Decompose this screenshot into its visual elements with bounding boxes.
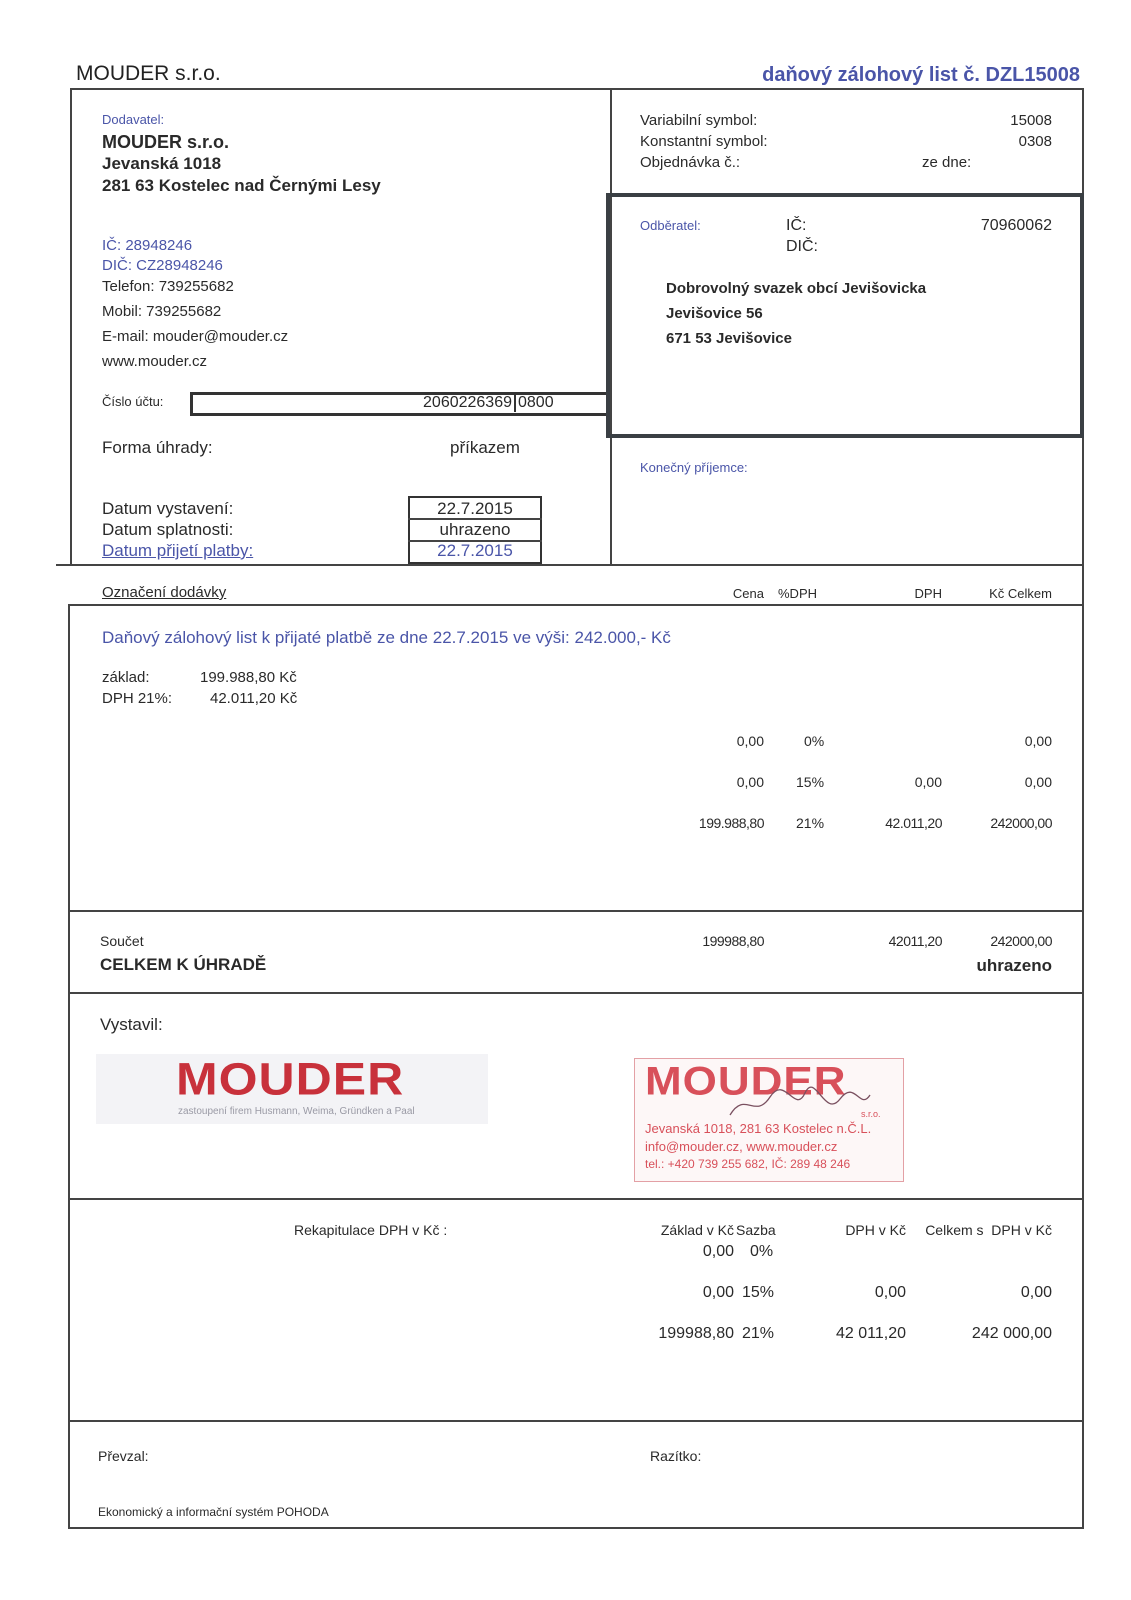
supplier-city: 281 63 Kostelec nad Černými Lesy	[102, 176, 381, 195]
recap-rate: 15%	[742, 1284, 775, 1301]
rate-pct: 15%	[796, 774, 825, 790]
order-label: Objednávka č.:	[640, 154, 741, 171]
totals-bottom-line	[68, 992, 1084, 994]
customer-street: Jevišovice 56	[666, 305, 763, 322]
sum-price: 199988,80	[702, 933, 764, 949]
recap-col-base: Základ v Kč	[660, 1222, 734, 1238]
stamp-line-address: Jevanská 1018, 281 63 Kostelec n.Č.L.	[645, 1121, 872, 1136]
col-vat: DPH	[914, 586, 942, 601]
company-logo	[96, 1054, 488, 1124]
rate-price: 0,00	[736, 774, 764, 790]
account-label: Číslo účtu:	[102, 394, 164, 409]
section-divider	[56, 564, 1084, 566]
items-bottom-line	[68, 910, 1084, 912]
recap-base: 0,00	[702, 1243, 734, 1260]
col-price: Cena	[732, 586, 764, 601]
logo-subtitle: zastoupení firem Husmann, Weima, Gründken a Paal	[178, 1106, 415, 1117]
due-date-value: uhrazeno	[439, 520, 511, 539]
customer-ic-value: 70960062	[980, 217, 1052, 234]
rate-total: 242000,00	[990, 815, 1052, 831]
document-title: daňový zálohový list č. DZL15008	[762, 64, 1080, 86]
const-symbol-value: 0308	[1018, 133, 1052, 150]
payment-method-value: příkazem	[450, 438, 520, 457]
issuer-bottom-line	[68, 1198, 1084, 1200]
customer-label: Odběratel:	[640, 218, 701, 233]
col-designation: Označení dodávky	[102, 584, 227, 601]
supplier-label: Dodavatel:	[102, 112, 165, 127]
var-symbol-value: 15008	[1010, 112, 1052, 129]
recap-base: 199988,80	[658, 1325, 734, 1342]
issuer-label: Vystavil:	[100, 1015, 163, 1034]
vat-label: DPH 21%:	[102, 690, 173, 707]
vat-value: 42.011,20 Kč	[210, 690, 298, 707]
stamp-wordmark: MOUDER	[645, 1059, 847, 1104]
payment-method-label: Forma úhrady:	[102, 438, 213, 457]
sum-total: 242000,00	[990, 933, 1052, 949]
body-right	[1082, 564, 1084, 1529]
payment-received-label: Datum přijetí platby:	[102, 541, 254, 560]
col-total: Kč Celkem	[989, 586, 1052, 601]
body-left	[68, 604, 70, 1529]
supplier-dic: DIČ: CZ28948246	[102, 257, 223, 274]
payment-received-value: 22.7.2015	[437, 541, 513, 560]
base-value: 199.988,80 Kč	[200, 669, 297, 686]
recap-label: Rekapitulace DPH v Kč :	[294, 1222, 448, 1238]
account-number: 2060226369	[392, 394, 516, 412]
issued-date-value: 22.7.2015	[437, 499, 513, 518]
grand-total-label: CELKEM K ÚHRADĚ	[100, 955, 267, 974]
recap-col-total: Celkem s DPH v Kč	[925, 1222, 1052, 1238]
logo-wordmark: MOUDER	[176, 1053, 405, 1105]
rate-vat: 42.011,20	[885, 815, 942, 831]
bank-code: 0800	[518, 394, 554, 411]
stamp-line-email: info@mouder.cz, www.mouder.cz	[645, 1139, 838, 1154]
supplier-phone: Telefon: 739255682	[102, 278, 234, 295]
var-symbol-label: Variabilní symbol:	[640, 112, 758, 129]
recap-rate: 21%	[742, 1325, 775, 1342]
due-date-label: Datum splatnosti:	[102, 520, 234, 539]
grand-total-value: uhrazeno	[976, 956, 1052, 975]
recap-total: 0,00	[1020, 1284, 1052, 1301]
recap-total: 242 000,00	[971, 1325, 1052, 1342]
const-symbol-label: Konstantní symbol:	[640, 133, 768, 150]
sum-label: Součet	[100, 933, 144, 949]
rate-price: 0,00	[736, 733, 764, 749]
frame-left	[70, 88, 72, 566]
rate-price: 199.988,80	[698, 815, 764, 831]
company-stamp	[634, 1058, 904, 1182]
customer-dic-label: DIČ:	[786, 238, 818, 255]
item-description: Daňový zálohový list k přijaté platbě ze dne 22.7.2015 ve výši: 242.000,- Kč	[102, 628, 671, 647]
order-date-label: ze dne:	[922, 154, 972, 171]
rate-pct: 0%	[804, 733, 825, 749]
supplier-name: MOUDER s.r.o.	[102, 132, 230, 152]
stamp-suffix: s.r.o.	[861, 1109, 881, 1119]
signature-scribble	[725, 1085, 875, 1125]
sum-vat: 42011,20	[888, 933, 942, 949]
rate-pct: 21%	[796, 815, 825, 831]
final-recipient-label: Konečný příjemce:	[640, 460, 748, 475]
stamp-label: Razítko:	[650, 1448, 702, 1464]
base-label: základ:	[102, 669, 150, 686]
issued-date-label: Datum vystavení:	[102, 499, 234, 518]
received-by-label: Převzal:	[98, 1448, 149, 1464]
supplier-web: www.mouder.cz	[102, 353, 208, 370]
supplier-street: Jevanská 1018	[102, 154, 222, 173]
supplier-mobile: Mobil: 739255682	[102, 303, 222, 320]
supplier-email: E-mail: mouder@mouder.cz	[102, 328, 289, 345]
items-header-line	[68, 604, 1084, 606]
stamp-line-phone: tel.: +420 739 255 682, IČ: 289 48 246	[645, 1157, 851, 1171]
customer-name: Dobrovolný svazek obcí Jevišovicka	[666, 280, 927, 297]
rate-total: 0,00	[1024, 774, 1052, 790]
company-name: MOUDER s.r.o.	[76, 62, 221, 85]
col-vat-pct: %DPH	[778, 586, 818, 601]
recap-rate: 0%	[750, 1243, 774, 1260]
system-credit: Ekonomický a informační systém POHODA	[98, 1505, 329, 1519]
customer-city: 671 53 Jevišovice	[666, 330, 792, 347]
frame-top	[70, 88, 1084, 90]
recap-bottom-line	[68, 1420, 1084, 1422]
recap-vat: 42 011,20	[836, 1325, 906, 1342]
supplier-ic: IČ: 28948246	[102, 237, 193, 254]
recap-col-vat: DPH v Kč	[845, 1222, 906, 1238]
rate-total: 0,00	[1024, 733, 1052, 749]
customer-ic-label: IČ:	[786, 217, 807, 234]
recap-vat: 0,00	[874, 1284, 906, 1301]
rate-vat: 0,00	[914, 774, 942, 790]
recap-base: 0,00	[702, 1284, 734, 1301]
footer-bottom-line	[68, 1527, 1084, 1529]
recap-col-rate: Sazba	[736, 1222, 776, 1238]
